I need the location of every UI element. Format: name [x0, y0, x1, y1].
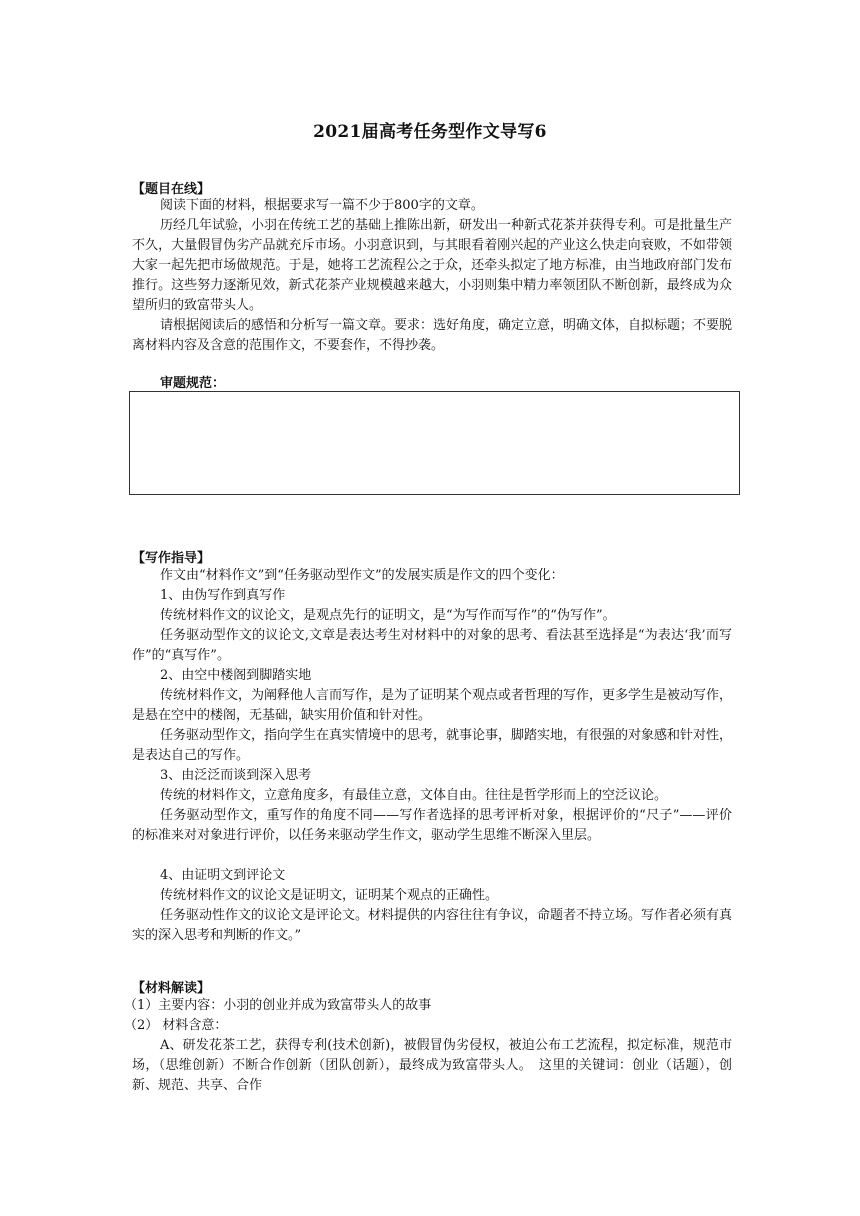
paragraph: A、研发花茶工艺，获得专利(技术创新)，被假冒伪劣侵权，被迫公布工艺流程，拟定标准，规范市场，（思维创新）不断合作创新（团队创新），最终成为致富带头人。 这里的关键词：创业（话题），创新、规范、共享、合作: [132, 1038, 732, 1093]
paragraph: 1、由伪写作到真写作: [160, 588, 286, 603]
paragraph: 传统的材料作文，立意角度多，有最佳立意，文体自由。往往是哲学形而上的空泛议论。: [160, 788, 668, 803]
paragraph: 3、由泛泛而谈到深入思考: [160, 768, 312, 783]
list-item: （2） 材料含意：: [124, 1018, 228, 1033]
paragraph: 传统材料作文的议论文是证明文，证明某个观点的正确性。: [160, 888, 499, 903]
section-heading-guide: 【写作指导】: [132, 551, 211, 566]
paragraph: 任务驱动型作文，重写作的角度不同——写作者选择的思考评析对象，根据评价的“尺子”——评价的标准来对对象进行评价，以任务来驱动学生作文，驱动学生思维不断深入里层。: [132, 808, 732, 843]
paragraph: 请根据阅读后的感悟和分析写一篇文章。要求：选好角度，确定立意，明确文体，自拟标题；不要脱离材料内容及含意的范围作文，不要套作，不得抄袭。: [132, 318, 733, 353]
paragraph: 传统材料作文，为阐释他人言而写作，是为了证明某个观点或者哲理的写作，更多学生是被动写作，是悬在空中的楼阁，无基础，缺实用价值和针对性。: [132, 688, 733, 723]
paragraph: 任务驱动型作文，指向学生在真实情境中的思考，就事论事，脚踏实地，有很强的对象感和针对性，是表达自己的写作。: [132, 728, 733, 763]
section-heading-question: 【题目在线】: [132, 182, 211, 197]
box-label: 审题规范：: [160, 376, 226, 391]
paragraph: 4、由证明文到评论文: [160, 868, 286, 883]
paragraph: 任务驱动型作文的议论文,文章是表达考生对材料中的对象的思考、看法甚至选择是“为表达‘我’而写作”的“真写作”。: [132, 628, 732, 663]
page-title: 2021届高考任务型作文导写6: [313, 122, 547, 142]
list-item: （1）主要内容：小羽的创业并成为致富带头人的故事: [124, 998, 432, 1013]
paragraph: 任务驱动性作文的议论文是评论文。材料提供的内容往往有争议，命题者不持立场。写作者必须有真实的深入思考和判断的作文。”: [132, 908, 733, 943]
paragraph: 历经几年试验，小羽在传统工艺的基础上推陈出新，研发出一种新式花茶并获得专利。可是批量生产不久，大量假冒伪劣产品就充斥市场。小羽意识到，与其眼看着刚兴起的产业这么快走向衰败，不如带领大家一起先把市场做规范。于是，她将工艺流程公之于众，还牵头拟定了地方标准，由当地政府部门发布推行。这些努力逐渐见效，新式花茶产业规模越来越大，小羽则集中精力率领团队不断创新，最终成为众望所归的致富带头人。: [132, 218, 733, 313]
answer-box: [129, 391, 740, 495]
paragraph: 阅读下面的材料，根据要求写一篇不少于800字的文章。: [160, 198, 484, 213]
paragraph: 2、由空中楼阁到脚踏实地: [160, 668, 312, 683]
paragraph: 作文由“材料作文”到“任务驱动型作文”的发展实质是作文的四个变化：: [160, 568, 564, 583]
paragraph: 传统材料作文的议论文，是观点先行的证明文，是“为写作而写作”的“伪写作”。: [160, 608, 616, 623]
section-heading-material: 【材料解读】: [132, 981, 211, 996]
